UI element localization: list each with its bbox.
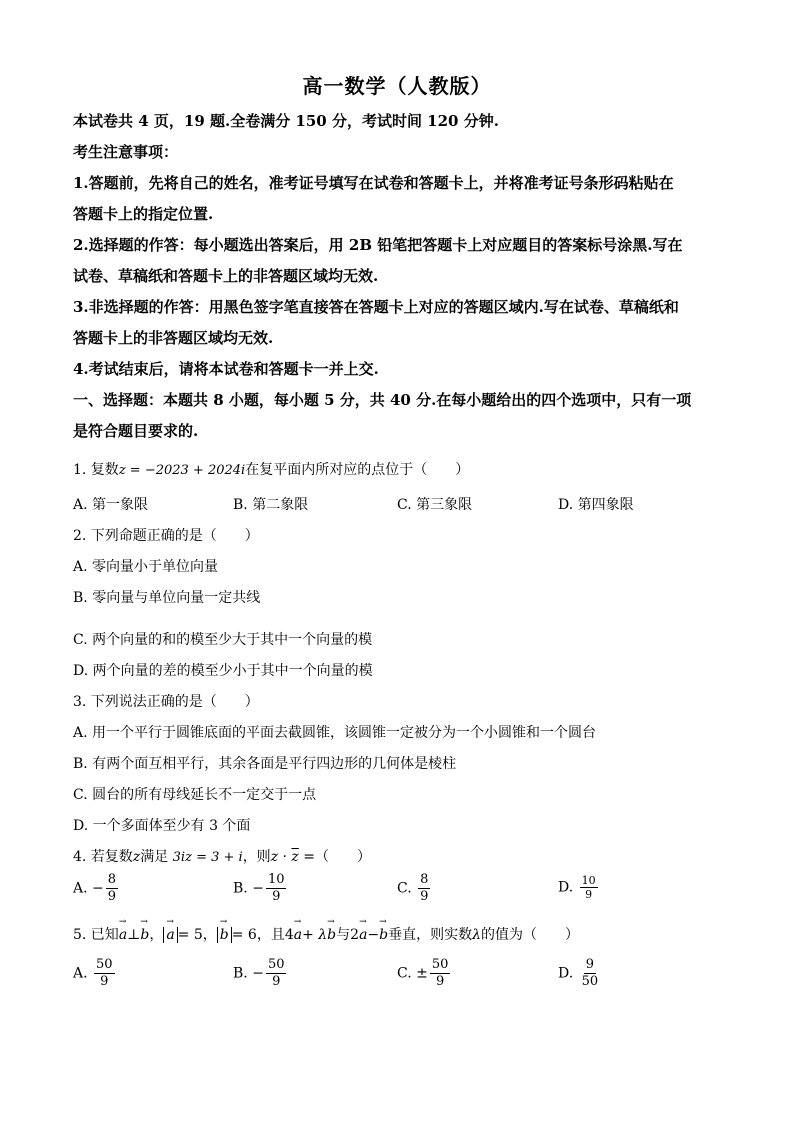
numerator: 50: [267, 957, 285, 972]
denominator: 50: [581, 974, 599, 989]
numerator: 8: [420, 872, 429, 887]
denominator: 9: [420, 889, 429, 904]
option-sign: −: [252, 965, 264, 982]
fraction: [418, 872, 430, 905]
minus-sign: −: [367, 927, 380, 943]
fraction: [266, 872, 287, 905]
q5-text: 的值为（ ）: [481, 927, 579, 943]
q2-option-a: A. 零向量小于单位向量: [73, 559, 219, 575]
q1-option-b: B. 第二象限: [233, 497, 309, 513]
q1-prefix: 1. 复数: [73, 462, 119, 478]
q4-conjugate: $\overline{z}$: [291, 849, 299, 865]
vector-b: → b: [327, 927, 336, 943]
q4-option-b: [233, 872, 288, 905]
option-label: D.: [558, 879, 574, 896]
numerator: 10: [267, 872, 285, 887]
vector-b: → b: [379, 927, 388, 943]
notice-line: 答题卡上的指定位置.: [73, 205, 214, 223]
notice-line: 答题卡上的非答题区域均无效.: [73, 329, 274, 347]
question-5: [73, 924, 723, 944]
option-label: D.: [558, 965, 574, 982]
denominator: 9: [435, 974, 445, 989]
notice-title: 考生注意事项：: [73, 143, 179, 161]
q5-option-b: [233, 957, 288, 990]
option-label: A.: [73, 965, 88, 982]
q4-equation: 3iz = 3 + i: [172, 850, 243, 865]
q4-comma: ，则: [242, 849, 271, 865]
abs-vector-b: → b: [220, 927, 229, 943]
notice-line: 4.考试结束后，请将本试卷和答题卡一并上交.: [73, 360, 379, 378]
q3-option-a: A. 用一个平行于圆锥底面的平面去截圆锥，该圆锥一定被分为一个小圆锥和一个圆台: [73, 725, 597, 741]
question-4: [73, 846, 723, 866]
numerator: 50: [96, 957, 113, 972]
q1-option-d: D. 第四象限: [558, 497, 634, 513]
conjunction: ，且: [256, 927, 285, 943]
denominator: 9: [107, 889, 117, 904]
q2-option-b: B. 零向量与单位向量一定共线: [73, 590, 261, 606]
fraction: [266, 957, 287, 990]
perp-symbol: ⊥: [127, 927, 141, 943]
q3-option-d: D. 一个多面体至少有 3 个面: [73, 818, 251, 834]
question-2: 2. 下列命题正确的是（ ）: [73, 528, 259, 544]
q4-expr: z ·: [270, 849, 287, 865]
notice-line: 1.答题前，先将自己的姓名，准考证号填写在试卷和答题卡上，并将准考证号条形码粘贴在: [73, 174, 674, 192]
q5-prefix: 5. 已知: [73, 927, 119, 943]
option-label: C.: [397, 880, 412, 897]
comma: ，: [202, 927, 217, 943]
numerator: 50: [431, 957, 449, 972]
fraction: [430, 957, 451, 990]
coefficient: 2: [350, 927, 360, 943]
vector-a: → a: [359, 927, 367, 943]
numerator: 9: [585, 957, 595, 972]
question-1: [73, 459, 723, 479]
option-label: B.: [233, 880, 248, 897]
vector-a: → a: [294, 927, 302, 943]
denominator: 9: [272, 974, 281, 989]
q4-option-a: [73, 872, 120, 905]
section-title-cont: 是符合题目要求的.: [73, 422, 199, 440]
fraction: [106, 872, 118, 905]
fraction: [580, 957, 601, 990]
plus-lambda: + λ: [302, 927, 328, 943]
exam-intro: 本试卷共 4 页，19 题.全卷满分 150 分，考试时间 120 分钟.: [73, 112, 499, 130]
q5-option-a: [73, 957, 117, 990]
abs-vector-a: → a: [166, 927, 174, 943]
section-title: 一、选择题：本题共 8 小题，每小题 5 分，共 40 分.在每小题给出的四个选项中，只有一项: [73, 391, 692, 409]
vector-b: → b: [140, 927, 149, 943]
q1-formula: z = −2023 + 2024i: [118, 463, 246, 478]
q5-text: 垂直，则实数: [388, 927, 473, 943]
q1-option-a: A. 第一象限: [73, 497, 149, 513]
question-3: 3. 下列说法正确的是（ ）: [73, 694, 259, 710]
q4-prefix: 4. 若复数: [73, 849, 133, 865]
option-sign: −: [252, 880, 264, 897]
notice-line: 试卷、草稿纸和答题卡上的非答题区域均无效.: [73, 267, 379, 285]
q4-expr-end: =（ ）: [303, 849, 371, 865]
comma: ，: [149, 927, 164, 943]
option-sign: ±: [416, 965, 428, 982]
q4-option-d: [558, 874, 600, 901]
q2-option-c: C. 两个向量的和的模至少大于其中一个向量的模: [73, 632, 373, 648]
q5-option-d: [558, 957, 602, 990]
option-label: B.: [233, 965, 248, 982]
q4-var: z: [132, 849, 141, 865]
q5-option-c: [397, 957, 452, 990]
notice-line: 3.非选择题的作答：用黑色签字笔直接答在答题卡上对应的答题区域内.写在试卷、草稿纸和: [73, 298, 679, 316]
denominator: 9: [100, 974, 109, 989]
option-label: C.: [397, 965, 412, 982]
q1-suffix: 在复平面内所对应的点位于（ ）: [245, 462, 470, 478]
q3-option-b: B. 有两个面互相平行，其余各面是平行四边形的几何体是棱柱: [73, 756, 457, 772]
q3-option-c: C. 圆台的所有母线延长不一定交于一点: [73, 787, 317, 803]
q4-mid: 满足: [140, 849, 169, 865]
q4-option-c: [397, 872, 432, 905]
magnitude-b: = 6: [231, 927, 257, 943]
numerator: 8: [107, 872, 117, 887]
option-sign: −: [92, 880, 104, 897]
notice-line: 2.选择题的作答：每小题选出答案后，用 2B 铅笔把答题卡上对应题目的答案标号涂黑.写在: [73, 236, 683, 254]
conjunction: 与: [336, 927, 351, 943]
denominator: 9: [272, 889, 281, 904]
coefficient: 4: [284, 927, 294, 943]
vector-a: → a: [119, 927, 127, 943]
lambda: λ: [472, 927, 481, 943]
option-label: A.: [73, 880, 88, 897]
q1-option-c: C. 第三象限: [397, 497, 473, 513]
numerator: 10: [581, 874, 596, 887]
denominator: 9: [585, 888, 593, 901]
q2-option-d: D. 两个向量的差的模至少小于其中一个向量的模: [73, 663, 373, 679]
fraction: [580, 874, 598, 901]
fraction: [94, 957, 115, 990]
magnitude-a: = 5: [177, 927, 203, 943]
page-title: 高一数学（人教版）: [302, 74, 492, 98]
